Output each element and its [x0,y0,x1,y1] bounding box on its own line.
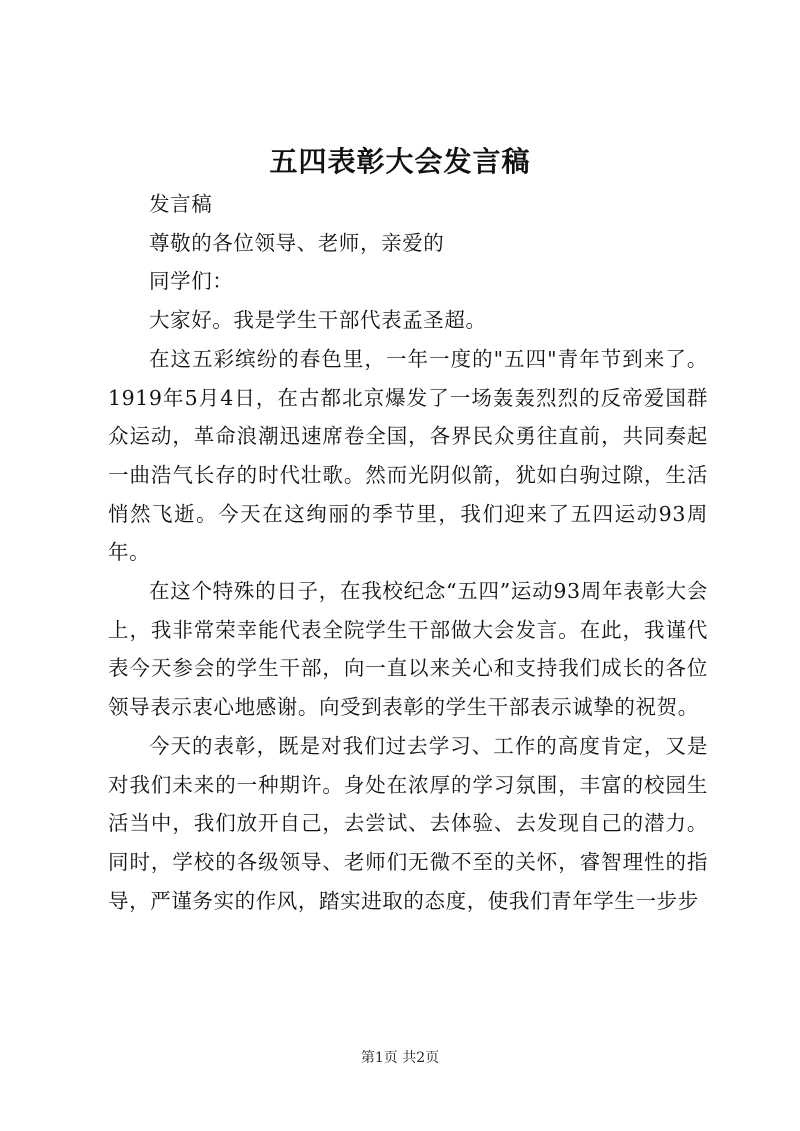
paragraph-recognition: 今天的表彰，既是对我们过去学习、工作的高度肯定，又是对我们未来的一种期许。身处在浓厚的学习氛围，丰富的校园生活当中，我们放开自己，去尝试、去体验、去发现自己的潜力。同时，学校的各级领导、老师们无微不至的关怀，睿智理性的指导，严谨务实的作风，踏实进取的态度，使我们青年学生一步步 [108,733,708,913]
paragraph-heading-label: 发言稿 [149,192,213,216]
paragraph-may-fourth-history: 在这五彩缤纷的春色里，一年一度的"五四"青年节到来了。1919年5月4日，在古都北京爆发了一场轰轰烈烈的反帝爱国群众运动，革命浪潮迅速席卷全国，各界民众勇往直前，共同奏起一曲浩气长存的时代壮歌。然而光阴似箭，犹如白驹过隙，生活悄然飞逝。今天在这绚丽的季节里，我们迎来了五四运动93周年。 [108,346,708,565]
paragraph-salutation: 尊敬的各位领导、老师，亲爱的 [149,230,445,255]
paragraph-greeting: 大家好。我是学生干部代表孟圣超。 [149,308,487,333]
page-footer: 第1页 共2页 [360,1050,440,1066]
paragraph-ceremony-thanks: 在这个特殊的日子，在我校纪念“五四”运动93周年表彰大会上，我非常荣幸能代表全院学生干部做大会发言。在此，我谨代表今天参会的学生干部，向一直以来关心和支持我们成长的各位领导表示衷心地感谢。向受到表彰的学生干部表示诚挚的祝贺。 [108,579,708,720]
document-title: 五四表彰大会发言稿 [269,145,531,178]
paragraph-salutation-continued: 同学们： [149,269,234,294]
document-body [108,185,708,920]
